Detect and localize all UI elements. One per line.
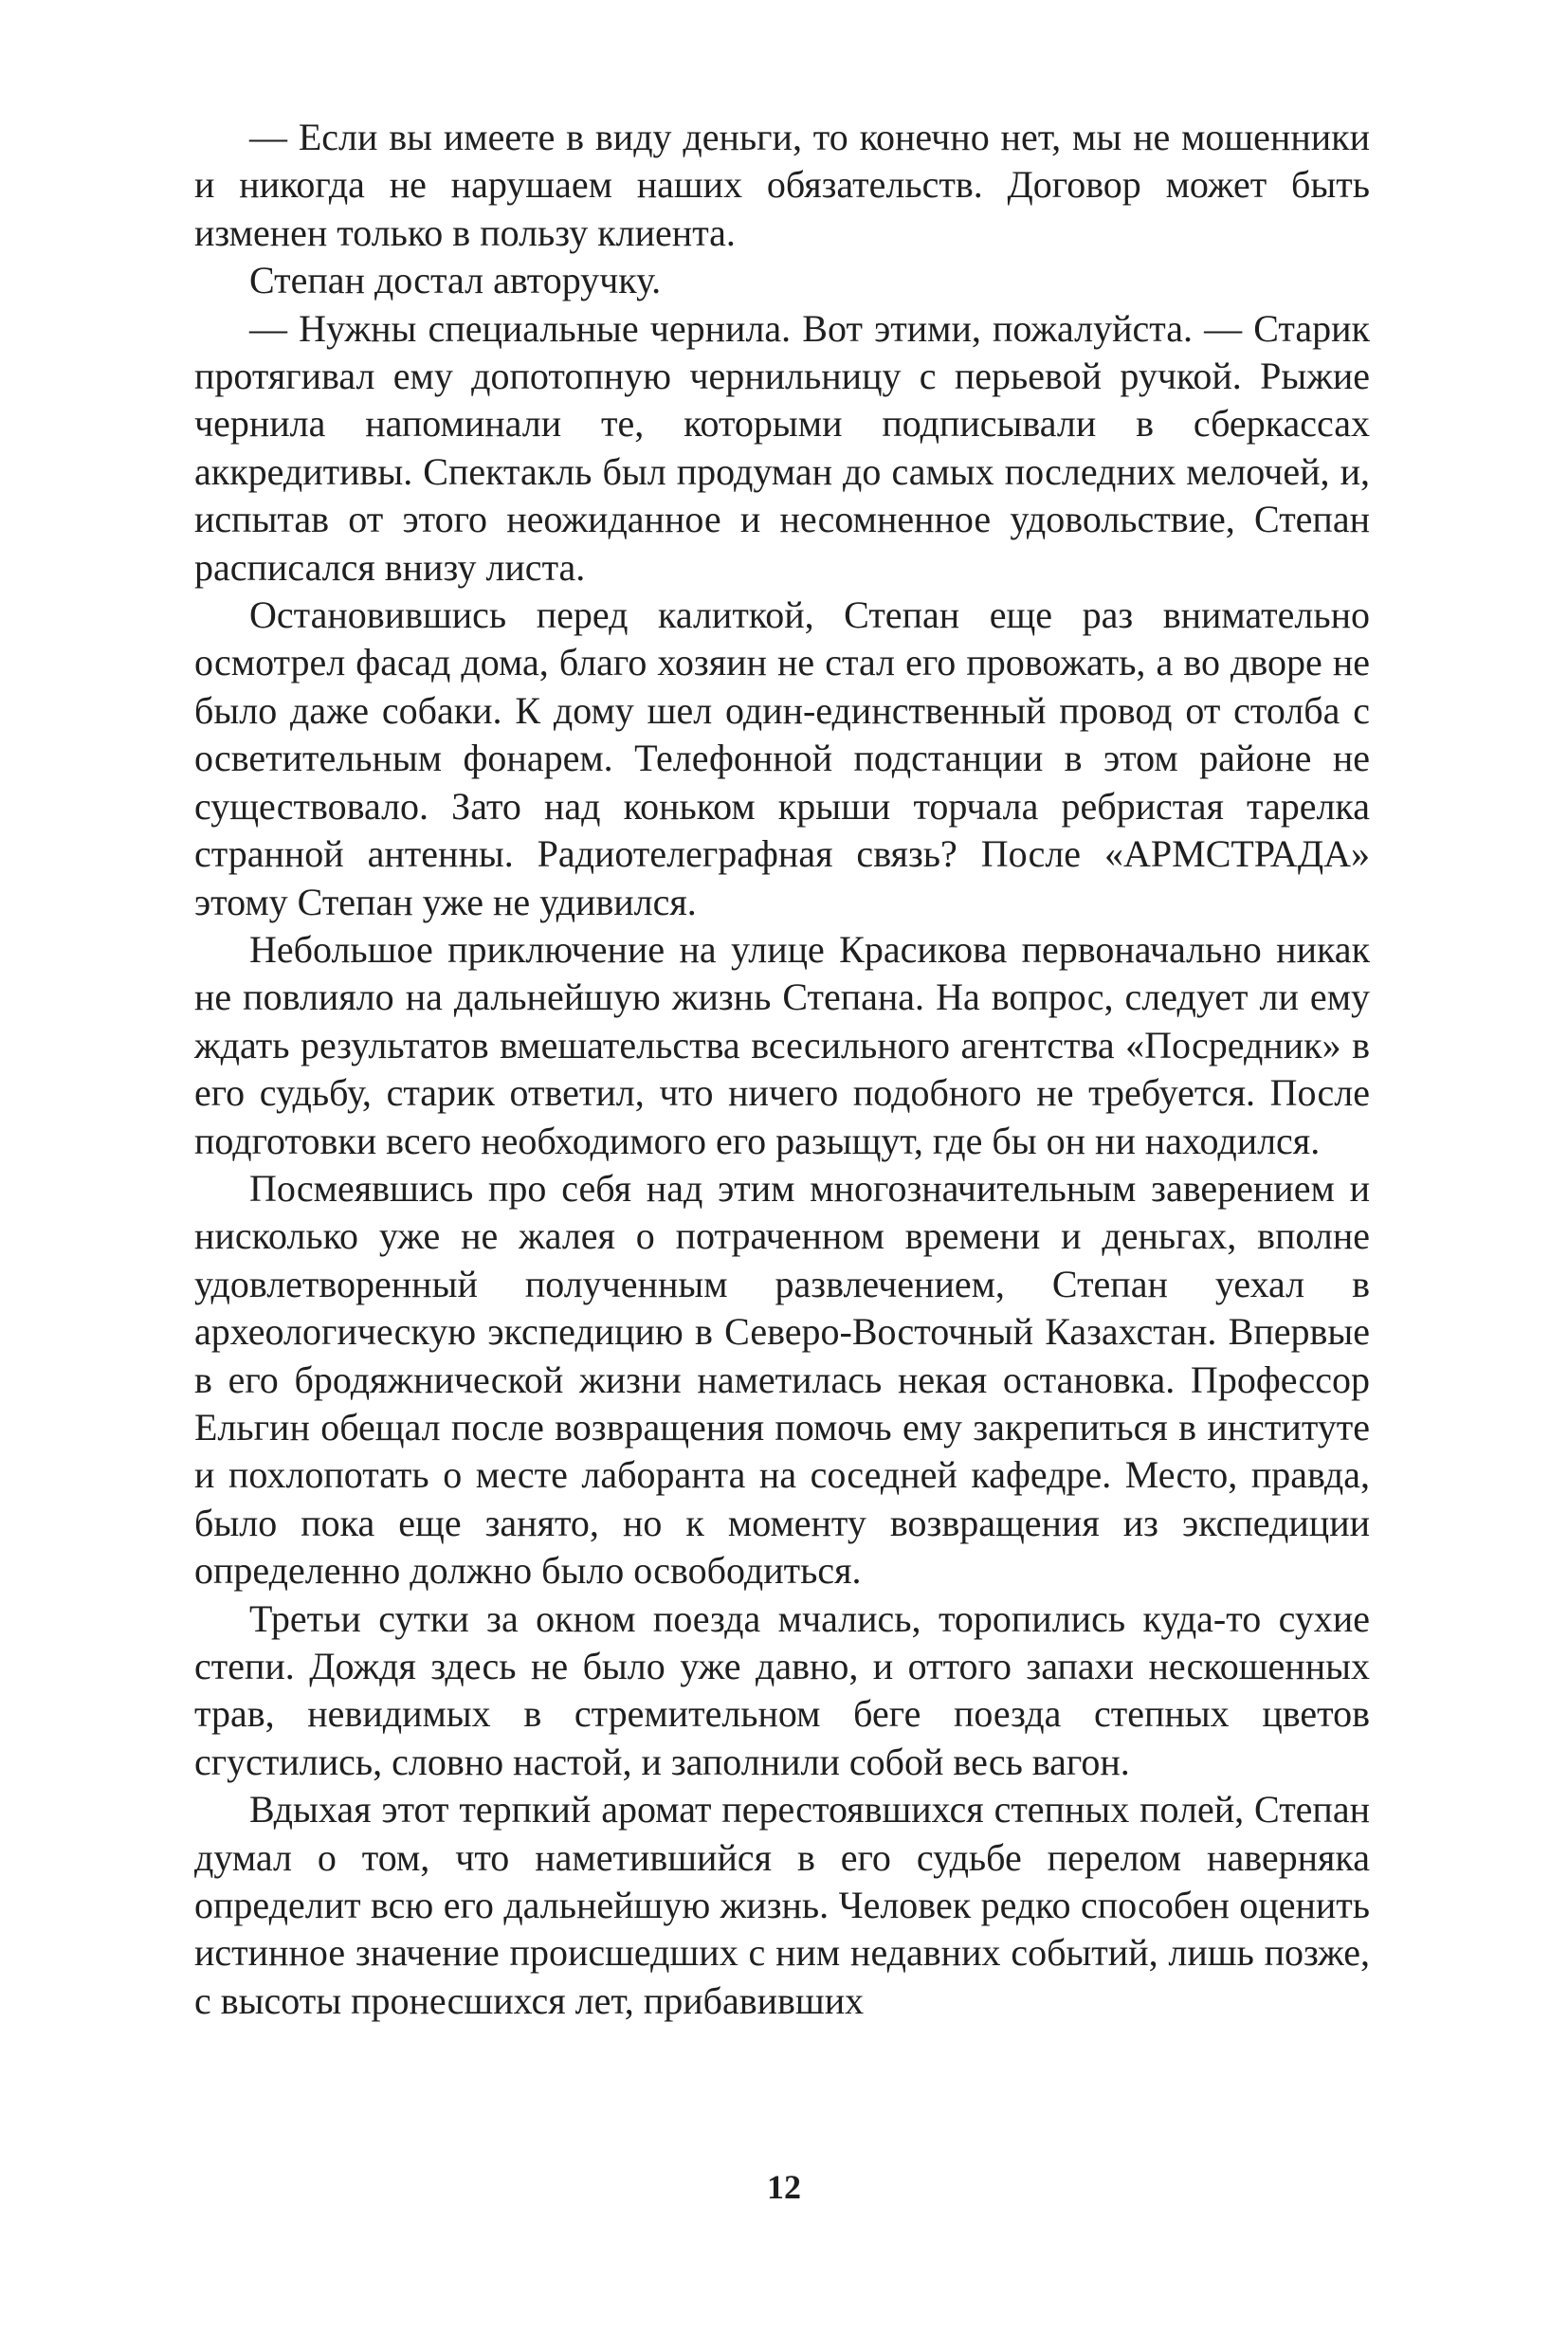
paragraph-3: — Нужны специальные чернила. Вот этими, пожалуйста. — Старик протягивал ему допотопную чернильницу с перьевой ручкой. Рыжие чернила напоминали те, которыми подписывали в сберкассах аккредитивы. Спектакль был продуман до самых последних мелочей, и, испытав от этого неожиданное и несомненное удовольствие, Степан расписался внизу листа. <box>194 306 1370 589</box>
paragraph-7: Третьи сутки за окном поезда мчались, торопились куда-то сухие степи. Дождя здесь не было уже давно, и оттого запахи нескошенных трав, невидимых в стремительном беге поезда степных цветов сгустились, словно настой, и заполнили собой весь вагон. <box>194 1596 1370 1783</box>
book-page <box>194 114 1370 2025</box>
paragraph-6: Посмеявшись про себя над этим многозначительным заверением и нисколько уже не жалея о потраченном времени и деньгах, вполне удовлетворенный полученным развлечением, Степан уехал в археологическую экспедицию в Северо-Восточный Казахстан. Впервые в его бродяжнической жизни наметилась некая остановка. Профессор Ельгин обещал после возвращения помочь ему закрепиться в институте и похлопотать о месте лаборанта на соседней кафедре. Место, правда, было пока еще занято, но к моменту возвращения из экспедиции определенно должно было освободиться. <box>194 1166 1370 1593</box>
paragraph-5: Небольшое приключение на улице Красикова первоначально никак не повлияло на дальнейшую жизнь Степана. На вопрос, следует ли ему ждать результатов вмешательства всесильного агентства «Посредник» в его судьбу, старик ответил, что ничего подобного не требуется. После подготовки всего необходимого его разыщут, где бы он ни находился. <box>194 927 1370 1162</box>
paragraph-1: — Если вы имеете в виду деньги, то конечно нет, мы не мошенники и никогда не нарушаем наших обязательств. Договор может быть изменен только в пользу клиента. <box>194 116 1370 254</box>
page-number: 12 <box>767 2168 801 2206</box>
paragraph-2: Степан достал авторучку. <box>249 259 662 302</box>
paragraph-8: Вдыхая этот терпкий аромат перестоявшихся степных полей, Степан думал о том, что наметившийся в его судьбе перелом наверняка определит всю его дальнейшую жизнь. Человек редко способен оценить истинное значение происшедших с ним недавних событий, лишь позже, с высоты пронесшихся лет, прибавивших <box>194 1788 1370 2022</box>
page-body <box>194 114 1370 2025</box>
paragraph-4: Остановившись перед калиткой, Степан еще раз внимательно осмотрел фасад дома, благо хозяин не стал его провожать, а во дворе не было даже собаки. К дому шел один-единственный провод от столба с осветительным фонарем. Телефонной подстанции в этом районе не существовало. Зато над коньком крыши торчала ребристая тарелка странной антенны. Радиотелеграфная связь? После «АРМСТРАДА» этому Степан уже не удивился. <box>194 593 1370 923</box>
